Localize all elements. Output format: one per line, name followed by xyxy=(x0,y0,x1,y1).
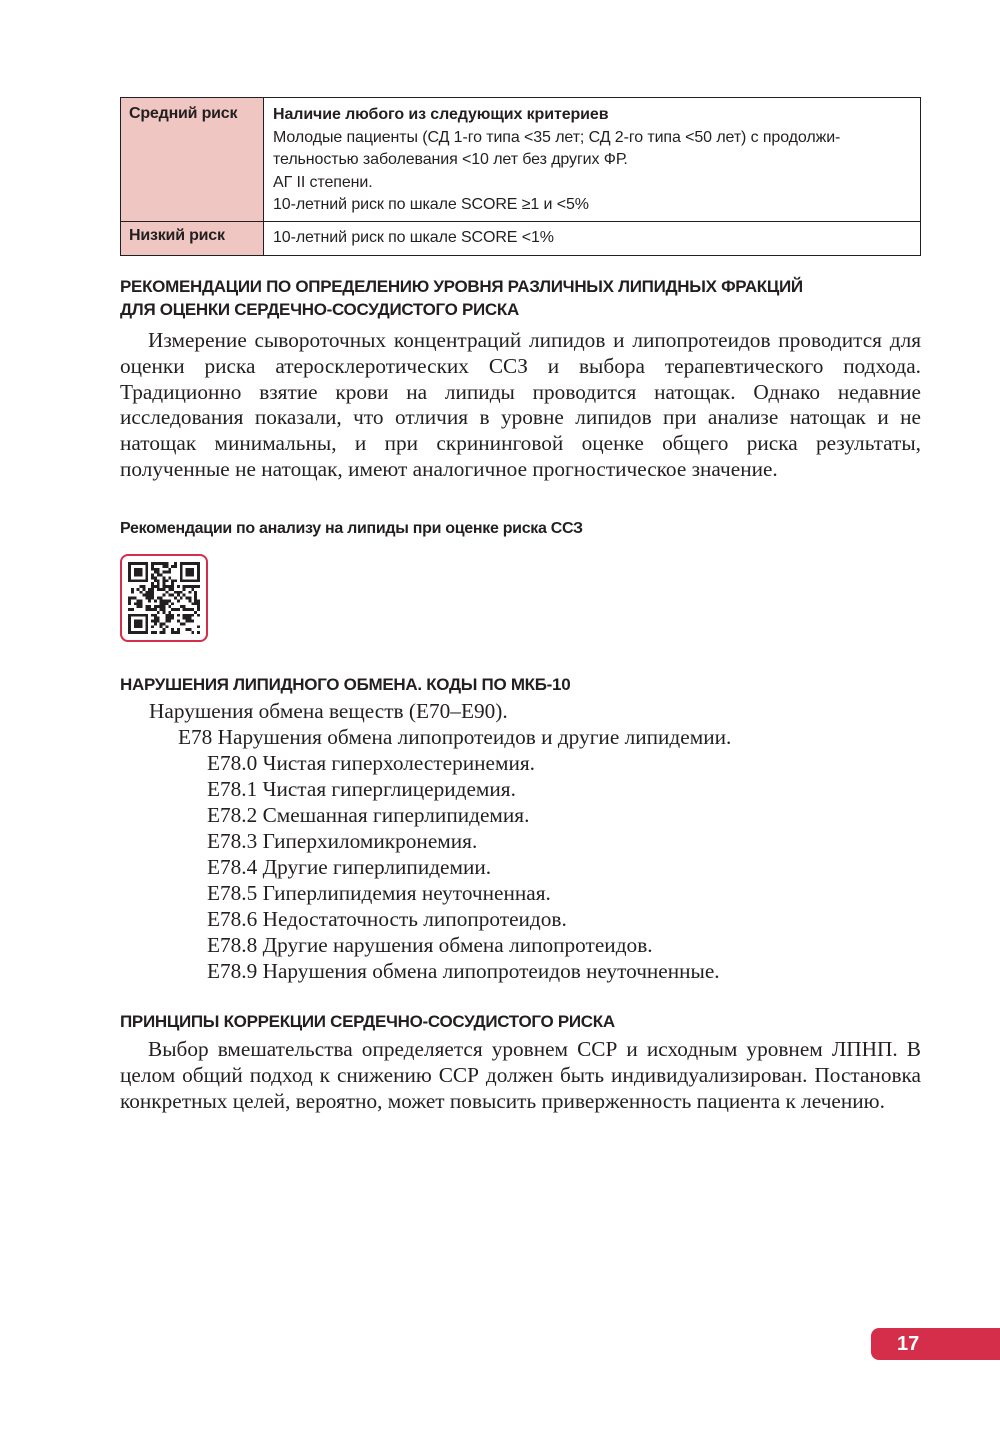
criteria-title: Наличие любого из следующих критериев xyxy=(273,106,609,123)
criteria-line: 10-летний риск по шкале SCORE ≥1 и <5% xyxy=(273,196,589,213)
icd-code-item: E78.5 Гиперлипидемия неуточненная. xyxy=(207,881,551,905)
icd-code-item: E78.4 Другие гиперлипидемии. xyxy=(207,855,492,879)
icd-code-item: E78.9 Нарушения обмена липопротеидов неуточненные. xyxy=(207,959,720,983)
qr-code-link[interactable] xyxy=(120,554,208,642)
paragraph-lipids: Измерение сывороточных концентраций липидов и липопротеидов проводится для оценки риска атеросклеротических ССЗ и выбора терапевтического подхода. Традиционно взятие крови на липиды проводится натощак. Однако недавние исследования показали, что отличия в уровне липидов при анализе натощак и не натощак минимальны, и при скрининговой оценке общего риска результаты, полученные не натощак, имеют аналогичное прогностическое значение. xyxy=(120,328,921,481)
heading-line: ДЛЯ ОЦЕНКИ СЕРДЕЧНО-СОСУДИСТОГО РИСКА xyxy=(120,300,519,319)
heading-line: РЕКОМЕНДАЦИИ ПО ОПРЕДЕЛЕНИЮ УРОВНЯ РАЗЛИЧНЫХ ЛИПИДНЫХ ФРАКЦИЙ xyxy=(120,277,803,296)
icd-code-item: E78.2 Смешанная гиперлипидемия. xyxy=(207,803,530,827)
icd-code-item: E78.3 Гиперхиломикронемия. xyxy=(207,829,478,853)
icd-code-item: E78.8 Другие нарушения обмена липопротеидов. xyxy=(207,933,653,957)
qr-code-icon xyxy=(128,562,200,634)
risk-label-medium: Средний риск xyxy=(121,98,264,222)
paragraph-correction: Выбор вмешательства определяется уровнем ССР и исходным уровнем ЛПНП. В целом общий подход к снижению ССР должен быть индивидуализирован. Постановка конкретных целей, вероятно, может повысить приверженность пациента к лечению. xyxy=(120,1037,921,1113)
risk-criteria-low: 10-летний риск по шкале SCORE <1% xyxy=(264,221,921,255)
icd-code-item: E78.1 Чистая гиперглицеридемия. xyxy=(207,777,516,801)
risk-table xyxy=(120,97,921,256)
icd-level2: E78 Нарушения обмена липопротеидов и другие липидемии. xyxy=(178,725,732,749)
icd-level1: Нарушения обмена веществ (E70–E90). xyxy=(149,699,508,723)
criteria-line: АГ II степени. xyxy=(273,173,373,191)
icd-code-item: E78.6 Недостаточность липопротеидов. xyxy=(207,907,567,931)
table-row-medium-risk xyxy=(121,98,921,222)
section-heading-icd: НАРУШЕНИЯ ЛИПИДНОГО ОБМЕНА. КОДЫ ПО МКБ-10 xyxy=(120,675,571,694)
subheading-lipid-analysis: Рекомендации по анализу на липиды при оценке риска ССЗ xyxy=(120,520,583,537)
page-number-badge xyxy=(871,1328,1000,1360)
risk-label-low: Низкий риск xyxy=(121,221,264,255)
icd-code-item: E78.0 Чистая гиперхолестеринемия. xyxy=(207,751,535,775)
criteria-line: Молодые пациенты (СД 1-го типа <35 лет; СД 2-го типа <50 лет) с продолжи- xyxy=(273,128,841,146)
criteria-line: тельностью заболевания <10 лет без других ФР. xyxy=(273,151,628,168)
risk-criteria-medium xyxy=(264,98,921,222)
page-number: 17 xyxy=(897,1333,920,1355)
table-row-low-risk xyxy=(121,221,921,255)
section-heading-lipids xyxy=(120,275,803,321)
section-heading-correction: ПРИНЦИПЫ КОРРЕКЦИИ СЕРДЕЧНО-СОСУДИСТОГО РИСКА xyxy=(120,1012,615,1031)
